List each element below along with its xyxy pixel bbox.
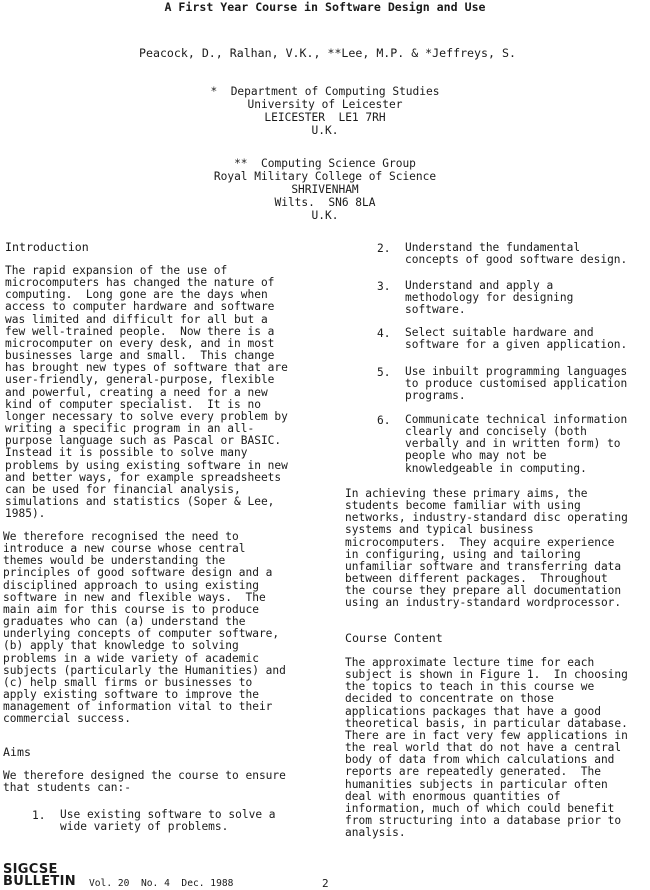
- bulletin-wordmark: BULLETIN: [3, 874, 76, 889]
- page-number: 2: [322, 877, 329, 890]
- aim-6-number: 6.: [377, 414, 391, 427]
- aim-2-number: 2.: [377, 242, 391, 255]
- introduction-paragraph-1: The rapid expansion of the use of microcomputers has changed the nature of computing. Long gone are the days when access to computer hardware and software was limited and difficult for all but a few well-trained people. Now there is a microcomputer on every desk, and in most businesses large and small. This change has brought new types of software that are user-friendly, general-purpose, flexible and powerful, creating a need for a new kind of computer specialist. It is no longer necessary to solve every problem by writing a specific program in an all- purpose language such as Pascal or BASIC. Instead it is possible to solve many problems by using existing software in new and better ways, for example spreadsheets can be used for financial analysis, simulations and statistics (Soper & Lee, 1985).: [5, 264, 288, 521]
- aim-2-text: Understand the fundamental concepts of good software design.: [405, 241, 628, 267]
- aims-intro: We therefore designed the course to ensure that students can:-: [3, 769, 286, 795]
- course-content-paragraph: The approximate lecture time for each subject is shown in Figure 1. In choosing the topics to teach in this course we decided to concentrate on those applications packages that have a good theoretical basis, in particular database. There are in fact very few applications in the real world that do not have a central body of data from which calculations and reports are repeatedly generated. The humanities subjects in particular often deal with enormous quantities of information, much of which could benefit from structuring into a database prior to analysis.: [345, 656, 628, 840]
- aim-5-text: Use inbuilt programming languages to produce customised application programs.: [405, 365, 628, 403]
- aims-heading: Aims: [3, 745, 31, 759]
- aim-6-text: Communicate technical information clearly and concisely (both verbally and in written form) to people who may not be knowledgeable in computing.: [405, 413, 628, 475]
- introduction-heading: Introduction: [5, 240, 89, 254]
- introduction-paragraph-2: We therefore recognised the need to introduce a new course whose central themes would be understanding the principles of good software design and a disciplined approach to using existing software in new and flexible ways. The main aim for this course is to produce graduates who can (a) understand the underlying concepts of computer software, (b) apply that knowledge to solving problems in a wide variety of academic subjects (particularly the Humanities) and (c) help small firms or businesses to apply existing software to improve the management of information vital to their commercial success.: [3, 530, 286, 726]
- course-content-heading: Course Content: [345, 631, 443, 645]
- aim-4-number: 4.: [377, 327, 391, 340]
- aim-4-text: Select suitable hardware and software for a given application.: [405, 326, 628, 352]
- sigcse-wordmark: SIGCSE: [3, 862, 58, 877]
- affiliation-rmcs: ** Computing Science Group Royal Military College of Science SHRIVENHAM Wilts. SN6 8LA U.K.: [213, 157, 437, 222]
- affiliation-leicester: * Department of Computing Studies University of Leicester LEICESTER LE1 7RH U.K.: [210, 85, 440, 137]
- volume-info: Vol. 20 No. 4 Dec. 1988: [89, 878, 234, 889]
- paper-title: A First Year Course in Software Design and Use: [164, 0, 486, 14]
- aim-1-text: Use existing software to solve a wide variety of problems.: [60, 808, 276, 834]
- aim-5-number: 5.: [377, 366, 391, 379]
- achieving-aims-paragraph: In achieving these primary aims, the students become familiar with using networks, industry-standard disc operating systems and typical business microcomputers. They acquire experience in configuring, using and tailoring unfamiliar software and transferring data between different packages. Throughout the course they prepare all documentation using an industry-standard wordprocessor.: [345, 487, 628, 610]
- aim-3-text: Understand and apply a methodology for designing software.: [405, 279, 574, 317]
- author-list: Peacock, D., Ralhan, V.K., **Lee, M.P. & *Jeffreys, S.: [139, 46, 516, 60]
- sigcse-logo: [3, 864, 76, 888]
- aim-1-number: 1.: [32, 809, 46, 822]
- aim-3-number: 3.: [377, 280, 391, 293]
